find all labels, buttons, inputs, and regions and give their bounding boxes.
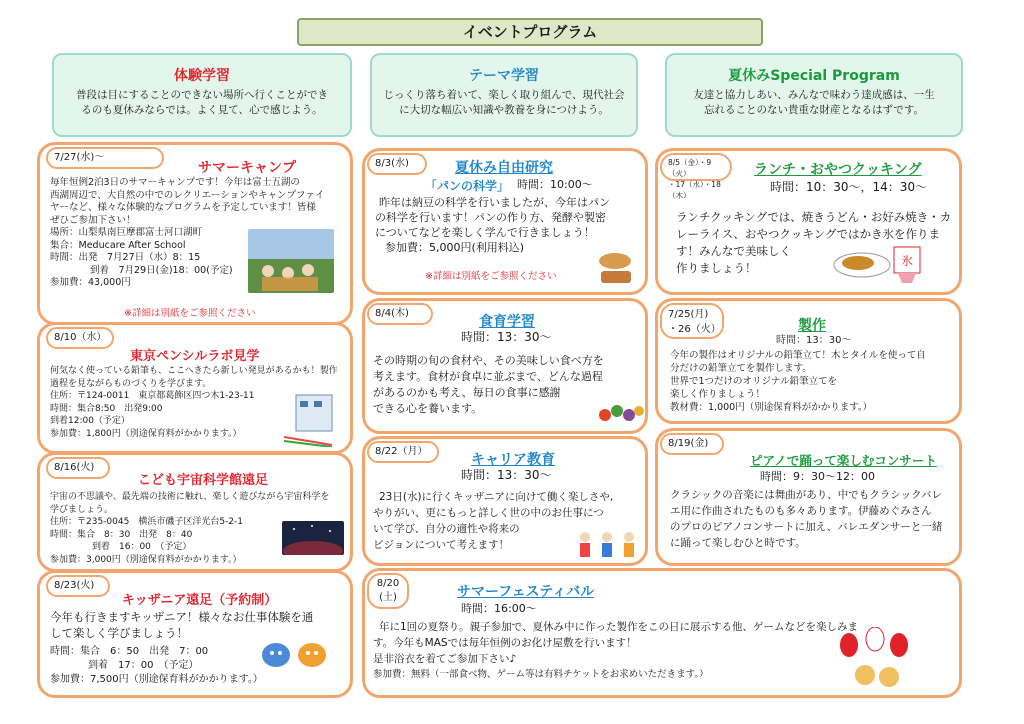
category-desc: 普段は目にすることのできない場所へ行くことができ: [76, 89, 328, 101]
curry-and-shaved-ice-illustration: [828, 237, 928, 285]
category-title: 体験学習: [174, 68, 230, 84]
event-title: ランチ・おやつクッキング: [754, 162, 922, 178]
event-note: ※詳細は別紙をご参照ください: [425, 271, 557, 282]
event-description: 昨年は納豆の科学を行いましたが、今年はパン の科学を行います！パンの作り方、発酵や製密 についてなどを楽しく学んで行きましょう！ 参加費：5,000円(利用料込): [375, 196, 610, 254]
page-title: イベントプログラム: [297, 18, 763, 46]
event-title: ピアノで踊って楽しむコンサート: [750, 453, 937, 468]
category-special: [665, 53, 963, 137]
event-card-career-education: [362, 436, 648, 566]
event-description: 今年も行きますキッザニア！様々なお仕事体験を通 して楽しく学びましょう！: [50, 610, 314, 640]
vegetables-illustration: [597, 397, 645, 427]
event-card-kidzania: [37, 570, 353, 698]
category-desc: 忘れることのない貴重な財産となるはずです。: [704, 104, 924, 116]
kidzania-mascots-illustration: [254, 637, 346, 675]
event-title: 食育学習: [479, 314, 535, 330]
event-description: クラシックの音楽には舞曲があり、中でもクラシックバレ エ用に作曲されたものも多々あります。伊藤めぐみさん のプロのピアノコンサートに加え、バレエダンサーと一緒 に踊って楽しむひと時です。: [670, 489, 943, 549]
children-illustration: [575, 529, 641, 561]
pencil-lab-photo: [284, 387, 344, 447]
event-time: 時間：9：30～12：00: [760, 470, 875, 483]
event-description: 今年の製作はオリジナルの鉛筆立て！木とタイルを使って自 分だけの鉛筆立てを製作します。 世界で1つだけのオリジナル鉛筆立てを 楽しく作りましょう！ 教材費：1,000円（別途保育料がかかります。）: [670, 350, 926, 413]
event-details: 時間：集合 6：50 出発 7：00 到着 17：00 （予定） 参加費：7,500円（別途保育料がかかります。）: [50, 646, 263, 685]
camp-photo: [248, 229, 334, 293]
event-title: 東京ペンシルラボ見学: [130, 349, 260, 364]
event-date: 7/27(水)～: [46, 147, 164, 169]
event-time: 時間：16:00～: [461, 602, 537, 615]
category-desc: 友達と協力しあい、みんなで味わう達成感は、一生: [693, 89, 935, 101]
category-desc: に大切な幅広い知識や教養を身につけよう。: [399, 104, 609, 116]
category-desc: じっくり落ち着いて、楽しく取り組んで、現代社会: [383, 89, 625, 101]
event-card-pencil-lab: [37, 322, 353, 454]
event-card-space-science: [37, 452, 353, 572]
event-description: 23日(水)に行くキッザニアに向けて働く楽しさや, やりがい、更にもっと詳しく世の中のお仕事につ いて学び、自分の適性や将来の ビジョンについて考えます！: [373, 491, 614, 551]
category-experience: [52, 53, 352, 137]
event-title: キッザニア遠足（予約制）: [122, 593, 278, 608]
event-card-cooking: [655, 148, 962, 295]
event-card-free-research: [362, 148, 648, 295]
ice-flag-text: 氷: [900, 254, 914, 268]
event-date: 8/3(水): [367, 153, 427, 175]
event-date: 8/4(木): [367, 303, 433, 325]
event-date: 8/20 (土): [367, 573, 409, 609]
event-card-piano-concert: [655, 428, 962, 566]
event-date: 8/5（金）・9（火） ・17（水）・18（木）: [660, 153, 732, 181]
event-card-food-education: [362, 298, 648, 434]
event-date: 8/19(金): [660, 433, 724, 455]
event-date: 7/25(月) ・26（火）: [660, 303, 724, 339]
event-description: 年に1回の夏祭り。親子参加で、夏休み中に作った製作をこの日に展示する他、ゲームなどを楽しみま す。今年もMASでは毎年恒例のお化け屋敷を行います！ 是非浴衣を着てご参加下さい♪: [373, 621, 858, 665]
event-date: 8/22（月）: [367, 441, 439, 463]
event-title: 製作: [798, 318, 826, 334]
event-title: サマーキャンプ: [198, 160, 296, 176]
event-subtitle: 「パンの科学」: [425, 179, 510, 193]
event-title: 夏休み自由研究: [455, 160, 553, 176]
event-title: キャリア教育: [471, 452, 555, 468]
event-title: こども宇宙科学館遠足: [138, 473, 269, 488]
category-theme: [370, 53, 638, 137]
planetarium-photo: [282, 521, 344, 555]
event-time: 時間：13：30～: [776, 335, 852, 346]
event-time: 時間：13：30～: [461, 468, 552, 482]
event-description: ランチクッキングでは、焼きうどん・お好み焼き・カ レーライス、おやつクッキングではかき氷を作りま す！みんなで美味しく 作りましょう！: [676, 210, 952, 275]
event-card-summer-camp: [37, 142, 353, 325]
event-description: 宇宙の不思議や、最先端の技術に触れ、楽しく遊びながら宇宙科学を 学びましょう。 住所：〒235-0045 横浜市磯子区洋光台5-2-1 時間：集合 8：30 出発 8：40 到着 16：00 （予定） 参加費：3,000円（別途保育料がかかります。）: [50, 492, 330, 565]
bread-illustration: [593, 247, 639, 287]
event-description: その時期の旬の食材や、その美味しい食べ方を 考えます。食材が食卓に並ぶまで、どんな過程 があるのかも考え、毎日の食事に感謝 できる心を養います。: [373, 354, 604, 415]
event-time: 時間：13：30～: [461, 330, 552, 344]
category-desc: るのも夏休みならでは。よく見て、心で感じよう。: [81, 104, 323, 116]
event-description: 何気なく使っている鉛筆も、ここへきたら新しい発見があるかも！製作 過程を見ながらものづくりを学びます。 住所：〒124-0011 東京都葛飾区四つ木1-23-11 時間：集合8:50 出発9:00 到着12:00（予定） 参加費：1,800円（別途保育料がかかります。）: [50, 366, 338, 439]
event-date: 8/10（水）: [46, 327, 114, 349]
event-time: 時間：10：30～，14：30～: [770, 180, 928, 194]
category-title: 夏休みSpecial Program: [728, 68, 900, 84]
event-note: ※詳細は別紙をご参照ください: [124, 308, 256, 319]
event-fee: 参加費：無料（一部食べ物、ゲーム等は有料チケットをお求めいただきます。）: [373, 669, 709, 680]
category-title: テーマ学習: [469, 68, 539, 84]
festival-lanterns-illustration: [835, 627, 917, 691]
event-title: サマーフェスティバル: [457, 584, 595, 600]
event-date: 8/16(火): [46, 457, 110, 479]
event-description: 毎年恒例2泊3日のサマーキャンプです！今年は富士五湖の 西湖周辺で、大自然の中でのレクリエーションやキャンプファイ ヤーなど、様々な体験的なプログラムを予定しています！皆様 ぜひご参加下さい！ 場所：山梨県南巨摩郡富士河口湖町 集合：Meducare After School 時間：出発 7月27日（水）8：15 到着 7月29日(金)18：00(予定) 参加費：43,000円: [50, 177, 325, 288]
event-card-summer-festival: [362, 568, 962, 698]
event-card-craft: [655, 298, 962, 424]
event-time: 時間：10:00～: [517, 178, 593, 191]
event-date: 8/23(火): [46, 575, 110, 597]
